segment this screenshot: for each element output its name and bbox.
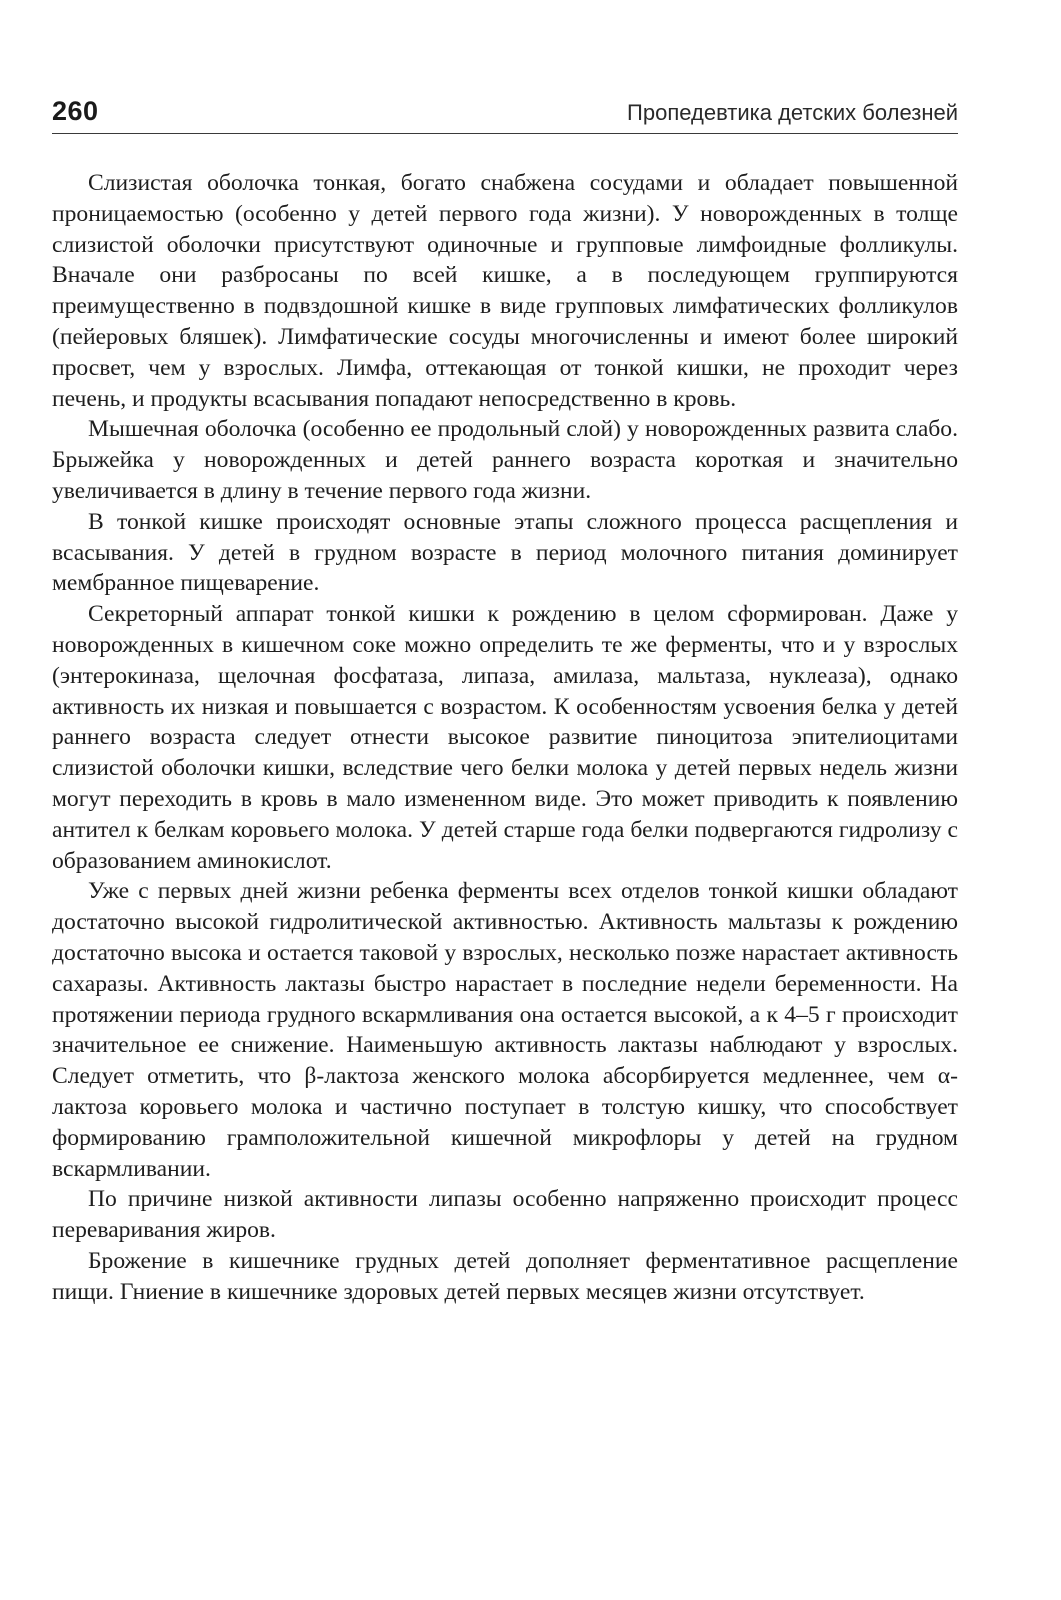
header-rule bbox=[52, 133, 958, 134]
running-header bbox=[52, 96, 958, 136]
paragraph-enzyme-activity: Уже с первых дней жизни ребенка ферменты всех отделов тонкой кишки обладают достаточно высокой гидролитической активностью. Активность мальтазы к рождению достаточно высока и остается таковой у взрослых, несколько позже нарастает активность сахаразы. Активность лактазы быстро нарастает в последние недели беременности. На протяжении периода грудного вскармливания она остается высокой, а к 4–5 г происходит значительное ее снижение. Наименьшую активность лактазы наблюдают у взрослых. Следует отметить, что β-лактоза женского молока абсорбируется медленнее, чем α-лактоза коровьего молока и частично поступает в толстую кишку, что способствует формированию грамположительной кишечной микрофлоры у детей на грудном вскармливании. bbox=[52, 878, 958, 1182]
paragraph-secretory-apparatus: Секреторный аппарат тонкой кишки к рождению в целом сформирован. Даже у новорожденных в кишечном соке можно определить те же ферменты, что и у взрослых (энтерокиназа, щелочная фосфатаза, липаза, амилаза, мальтаза, нуклеаза), однако активность их низкая и повышается с возрастом. К особенностям усвоения белка у детей раннего возраста следует отнести высокое развитие пиноцитоза эпителиоцитами слизистой оболочки кишки, вследствие чего белки молока у детей первых недель жизни могут переходить в кровь в мало измененном виде. Это может приводить к появлению антител к белкам коровьего молока. У детей старше года белки подвергаются гидролизу с образованием аминокислот. bbox=[52, 601, 958, 874]
paragraph-fermentation: Брожение в кишечнике грудных детей дополняет ферментативное расщепление пищи. Гниение в кишечнике здоровых детей первых месяцев жизни отсутствует. bbox=[52, 1247, 958, 1305]
paragraph-fat-digestion: По причине низкой активности липазы особенно напряженно происходит процесс переваривания жиров. bbox=[52, 1186, 958, 1244]
body-text bbox=[52, 168, 958, 1307]
book-title: Пропедевтика детских болезней bbox=[627, 100, 958, 125]
paragraph-digestion-stages: В тонкой кишке происходят основные этапы сложного процесса расщепления и всасывания. У детей в грудном возрасте в период молочного питания доминирует мембранное пищеварение. bbox=[52, 508, 958, 597]
paragraph-muscular-layer: Мышечная оболочка (особенно ее продольный слой) у новорожденных развита слабо. Брыжейка у новорожденных и детей раннего возраста короткая и значительно увеличивается в длину в течение первого года жизни. bbox=[52, 416, 958, 504]
page-number: 260 bbox=[52, 96, 99, 126]
paragraph-mucosa: Слизистая оболочка тонкая, богато снабжена сосудами и обладает повышенной проницаемостью (особенно у детей первого года жизни). У новорожденных в толще слизистой оболочки присутствуют одиночные и групповые лимфоидные фолликулы. Вначале они разбросаны по всей кишке, а в последующем группируются преимущественно в подвздошной кишке в виде групповых лимфатических фолликулов (пейеровых бляшек). Лимфатические сосуды многочисленны и имеют более широкий просвет, чем у взрослых. Лимфа, оттекающая от тонкой кишки, не проходит через печень, и продукты всасывания попадают непосредственно в кровь. bbox=[52, 170, 958, 412]
